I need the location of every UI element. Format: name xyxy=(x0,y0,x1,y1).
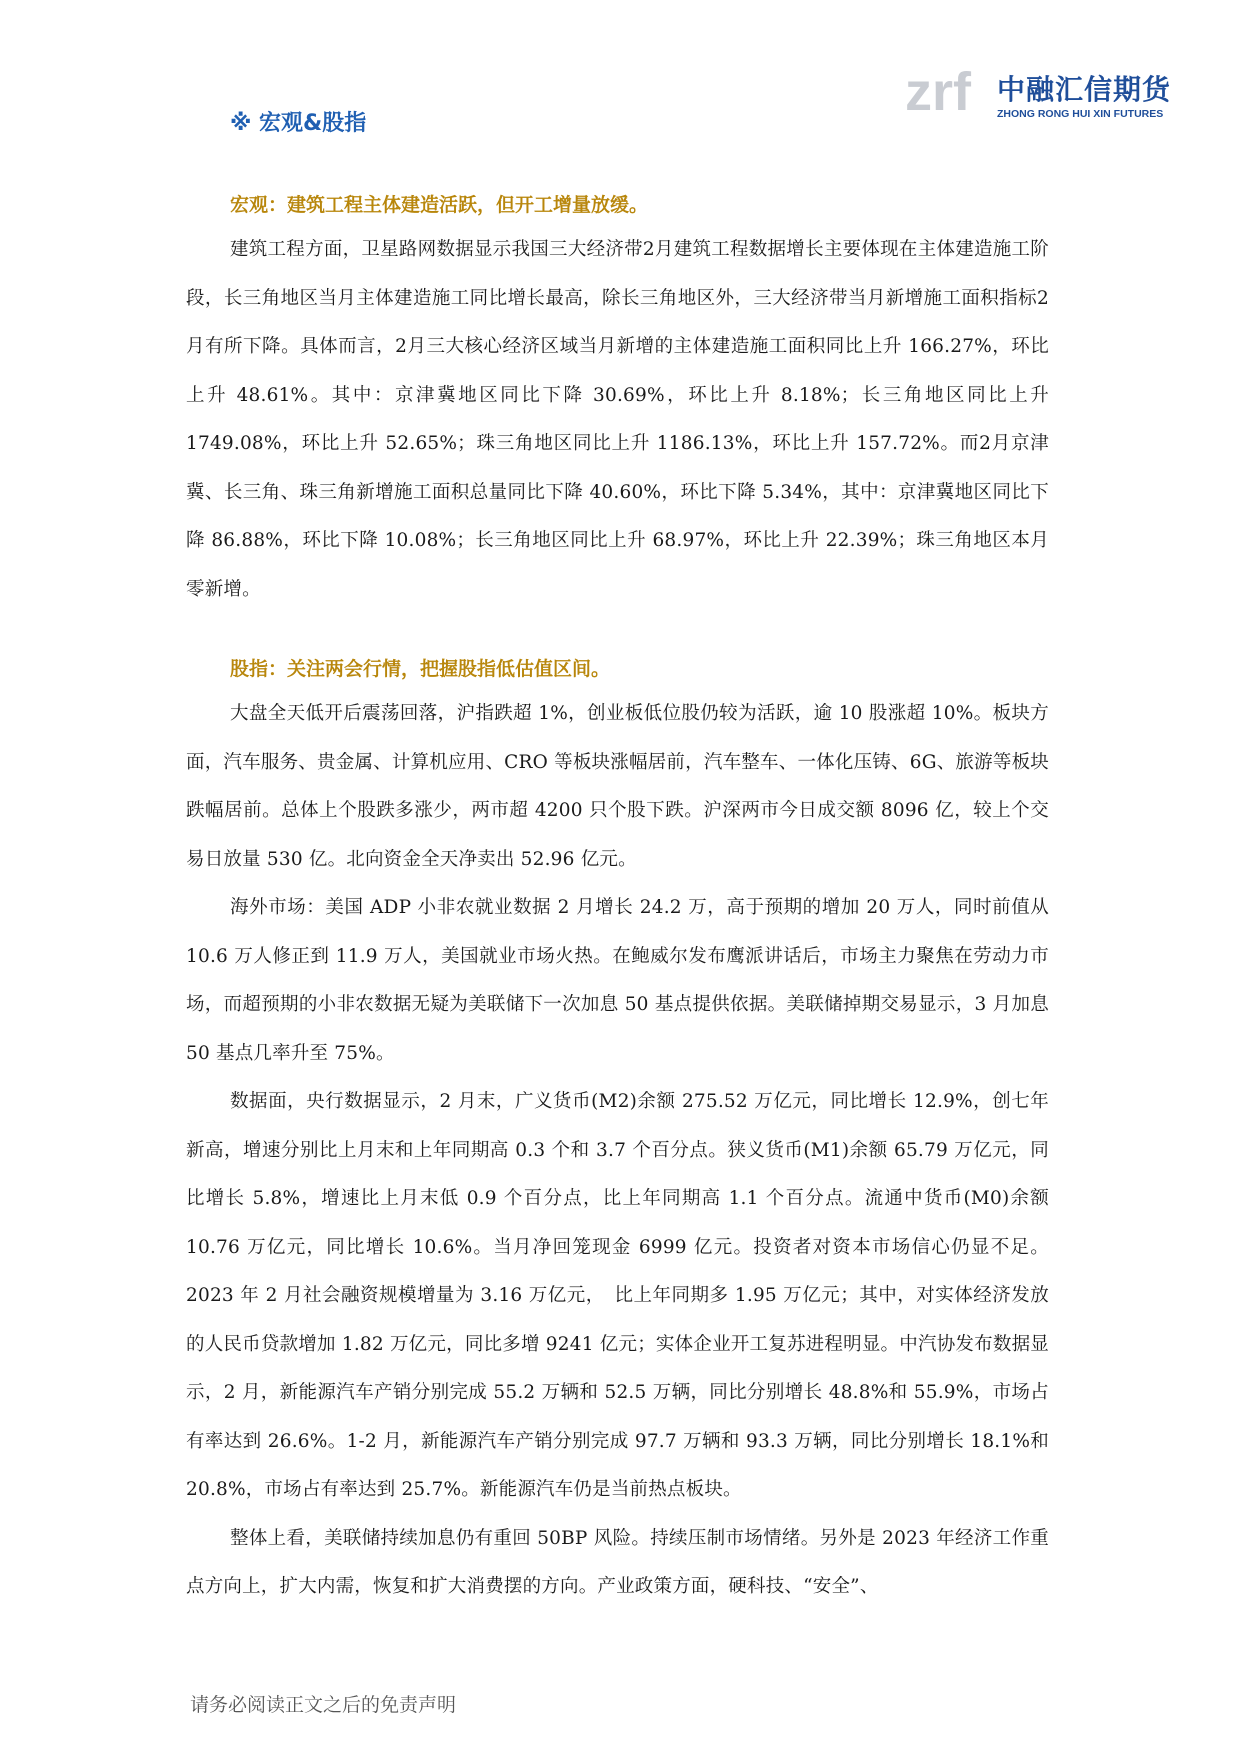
index-paragraph-summary: 整体上看，美联储持续加息仍有重回 50BP 风险。持续压制市场情绪。另外是 2023 年经济工作重点方向上，扩大内需，恢复和扩大消费摆的方向。产业政策方面，硬科技、“安全”、 xyxy=(186,1527,1049,1597)
macro-paragraph: 建筑工程方面，卫星路网数据显示我国三大经济带2月建筑工程数据增长主要体现在主体建造施工阶段，长三角地区当月主体建造施工同比增长最高，除长三角地区外，三大经济带当月新增施工面积指标2月有所下降。具体而言，2月三大核心经济区域当月新增的主体建造施工面积同比上升 166.27%，环比上升 48.61%。其中：京津冀地区同比下降 30.69%，环比上升 8.18%；长三角地区同比上升 1749.08%，环比上升 52.65%；珠三角地区同比上升 1186.13%，环比上升 157.72%。而2月京津冀、长三角、珠三角新增施工面积总量同比下降 40.60%，环比下降 5.34%，其中：京津冀地区同比下降 86.88%，环比下降 10.08%；长三角地区同比上升 68.97%，环比上升 22.39%；珠三角地区本月零新增。 xyxy=(186,239,1049,600)
macro-heading: 宏观：建筑工程主体建造活跃，但开工增量放缓。 xyxy=(230,194,649,216)
disclaimer-footer: 请务必阅读正文之后的免责声明 xyxy=(190,1694,457,1716)
logo-name-en: ZHONG RONG HUI XIN FUTURES xyxy=(997,108,1164,120)
company-logo xyxy=(905,58,1205,128)
logo-mark-letters: zrf xyxy=(905,62,971,118)
logo-name-cn: 中融汇信期货 xyxy=(997,73,1172,106)
index-paragraph-overseas: 海外市场：美国 ADP 小非农就业数据 2 月增长 24.2 万，高于预期的增加 20 万人，同时前值从 10.6 万人修正到 11.9 万人，美国就业市场火热。在鲍威尔发布鹰派讲话后，市场主力聚焦在劳动力市场，而超预期的小非农数据无疑为美联储下一次加息 50 基点提供依据。美联储掉期交易显示，3 月加息 50 基点几率升至 75%。 xyxy=(186,897,1049,1064)
section-title: ※ 宏观&股指 xyxy=(230,111,367,136)
logo-mark-icon xyxy=(905,58,991,118)
index-paragraph-data: 数据面，央行数据显示，2 月末，广义货币(M2)余额 275.52 万亿元，同比增长 12.9%，创七年新高，增速分别比上月末和上年同期高 0.3 个和 3.7 个百分点。狭义货币(M1)余额 65.79 万亿元，同比增长 5.8%，增速比上月末低 0.9 个百分点，比上年同期高 1.1 个百分点。流通中货币(M0)余额 10.76 万亿元，同比增长 10.6%。当月净回笼现金 6999 亿元。投资者对资本市场信心仍显不足。2023 年 2 月社会融资规模增量为 3.16 万亿元， 比上年同期多 1.95 万亿元；其中，对实体经济发放的人民币贷款增加 1.82 万亿元，同比多增 9241 亿元；实体企业开工复苏进程明显。中汽协发布数据显示，2 月，新能源汽车产销分别完成 55.2 万辆和 52.5 万辆，同比分别增长 48.8%和 55.9%，市场占有率达到 26.6%。1-2 月，新能源汽车产销分别完成 97.7 万辆和 93.3 万辆，同比分别增长 18.1%和 20.8%，市场占有率达到 25.7%。新能源汽车仍是当前热点板块。 xyxy=(186,1091,1049,1500)
index-heading: 股指：关注两会行情，把握股指低估值区间。 xyxy=(230,658,611,680)
index-paragraph-market: 大盘全天低开后震荡回落，沪指跌超 1%，创业板低位股仍较为活跃，逾 10 股涨超 10%。板块方面，汽车服务、贵金属、计算机应用、CRO 等板块涨幅居前，汽车整车、一体化压铸、6G、旅游等板块跌幅居前。总体上个股跌多涨少，两市超 4200 只个股下跌。沪深两市今日成交额 8096 亿，较上个交易日放量 530 亿。北向资金全天净卖出 52.96 亿元。 xyxy=(186,703,1049,870)
report-body xyxy=(186,190,1049,1612)
